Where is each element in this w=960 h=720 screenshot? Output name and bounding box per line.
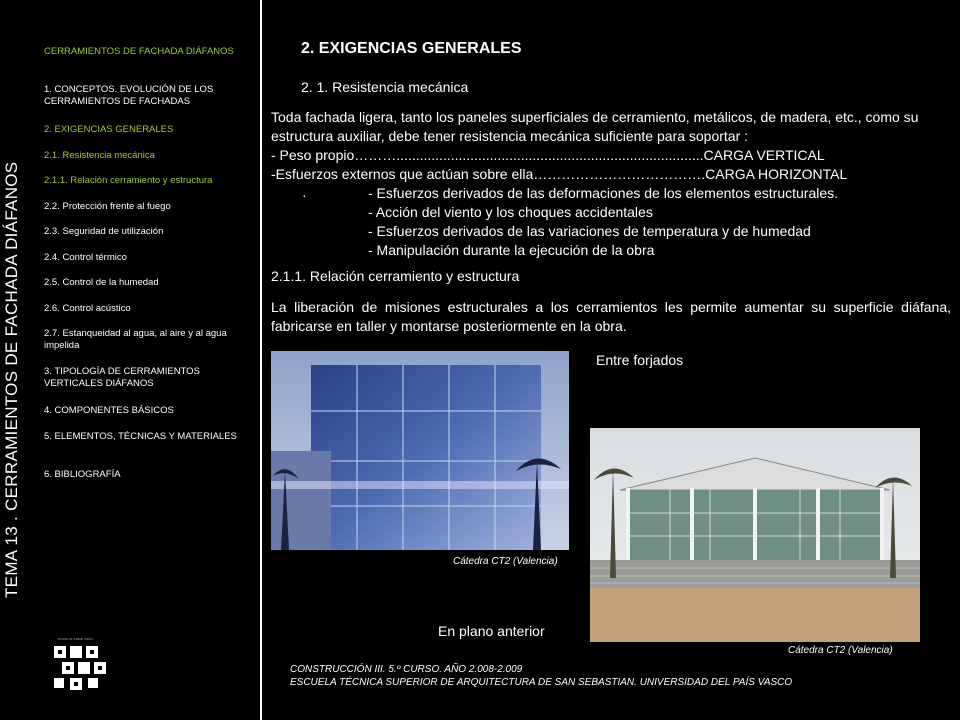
photo-front-facade [590,428,920,642]
self-weight-line: - Peso propio………...............................................................................CARGA VERTICAL [271,147,825,163]
list-item: - Esfuerzos derivados de las deformaciones de los elementos estructurales. [368,185,839,201]
nav-item-seguridad[interactable]: 2.3. Seguridad de utilización [44,226,164,237]
section-subheading: 2. 1. Resistencia mecánica [301,79,469,95]
nav-item-tipologia[interactable]: 3. TIPOLOGÍA DE CERRAMIENTOS VERTICALES DIÁFANOS [44,366,200,389]
vertical-title: TEMA 13 . CERRAMIENTOS DE FACHADA DIÁFANOS [2,161,21,598]
footer-course: CONSTRUCCIÓN III. 5.º CURSO. AÑO 2.008-2.009 [290,664,523,675]
nav-item-estanqueidad[interactable]: 2.7. Estanqueidad al agua, al aire y al agua impelida [44,328,227,351]
list-item: - Esfuerzos derivados de las variaciones de temperatura y de humedad [368,223,811,239]
nav-item-bibliografia[interactable]: 6. BIBLIOGRAFÍA [44,469,121,480]
subsection-heading: 2.1.1. Relación cerramiento y estructura [271,268,520,284]
nav-item-resistencia[interactable]: 2.1. Resistencia mecánica [44,150,155,161]
list-item: - Manipulación durante la ejecución de la obra [368,242,655,258]
nav-item-componentes[interactable]: 4. COMPONENTES BÁSICOS [44,405,174,416]
nav-item-termico[interactable]: 2.4. Control térmico [44,252,127,263]
university-logo [52,634,110,692]
label-front-plane: En plano anterior [438,623,545,639]
vertical-divider [260,0,262,720]
footer [290,663,792,689]
nav-item-humedad[interactable]: 2.5. Control de la humedad [44,277,159,288]
nav-item-fuego[interactable]: 2.2. Protección frente al fuego [44,201,171,212]
nav-item-concepts[interactable]: 1. CONCEPTOS. EVOLUCIÓN DE LOS CERRAMIENTOS DE FACHADAS [44,84,214,107]
list-item: - Acción del viento y los choques accidentales [368,204,653,220]
nav-item-exigencias[interactable]: 2. EXIGENCIAS GENERALES [44,124,174,135]
bullet-dot: · [302,187,307,203]
intro-text: Toda fachada ligera, tanto los paneles superficiales de cerramiento, metálicos, de madera, etc., como su estructura auxiliar, debe tener resistencia mecánica suficiente para soportar : [271,109,919,144]
nav-item-relacion[interactable]: 2.1.1. Relación cerramiento y estructura [44,175,213,186]
section-heading: 2. EXIGENCIAS GENERALES [301,40,522,57]
external-forces-line: -Esfuerzos externos que actúan sobre ella……………………………….CARGA HORIZONTAL [271,166,848,182]
requirements-text [271,108,951,260]
photo-caption-1: Cátedra CT2 (Valencia) [453,556,558,567]
nav-item-acustico[interactable]: 2.6. Control acústico [44,303,131,314]
subsection-paragraph: La liberación de misiones estructurales a los cerramientos les permite aumentar su superficie diáfana, fabricarse en taller y montarse posteriormente en la obra. [271,299,951,334]
svg-text:eman ta zabal zazu: eman ta zabal zazu [58,636,93,641]
photo-caption-2: Cátedra CT2 (Valencia) [788,645,893,656]
photo-glass-facade [271,351,569,550]
label-between-slabs: Entre forjados [596,352,684,368]
footer-school: ESCUELA TÉCNICA SUPERIOR DE ARQUITECTURA DE SAN SEBASTIAN. UNIVERSIDAD DEL PAÍS VASCO [290,677,793,688]
nav-item-title[interactable]: CERRAMIENTOS DE FACHADA DIÁFANOS [44,46,234,57]
nav-item-elementos[interactable]: 5. ELEMENTOS, TÉCNICAS Y MATERIALES [44,431,237,442]
